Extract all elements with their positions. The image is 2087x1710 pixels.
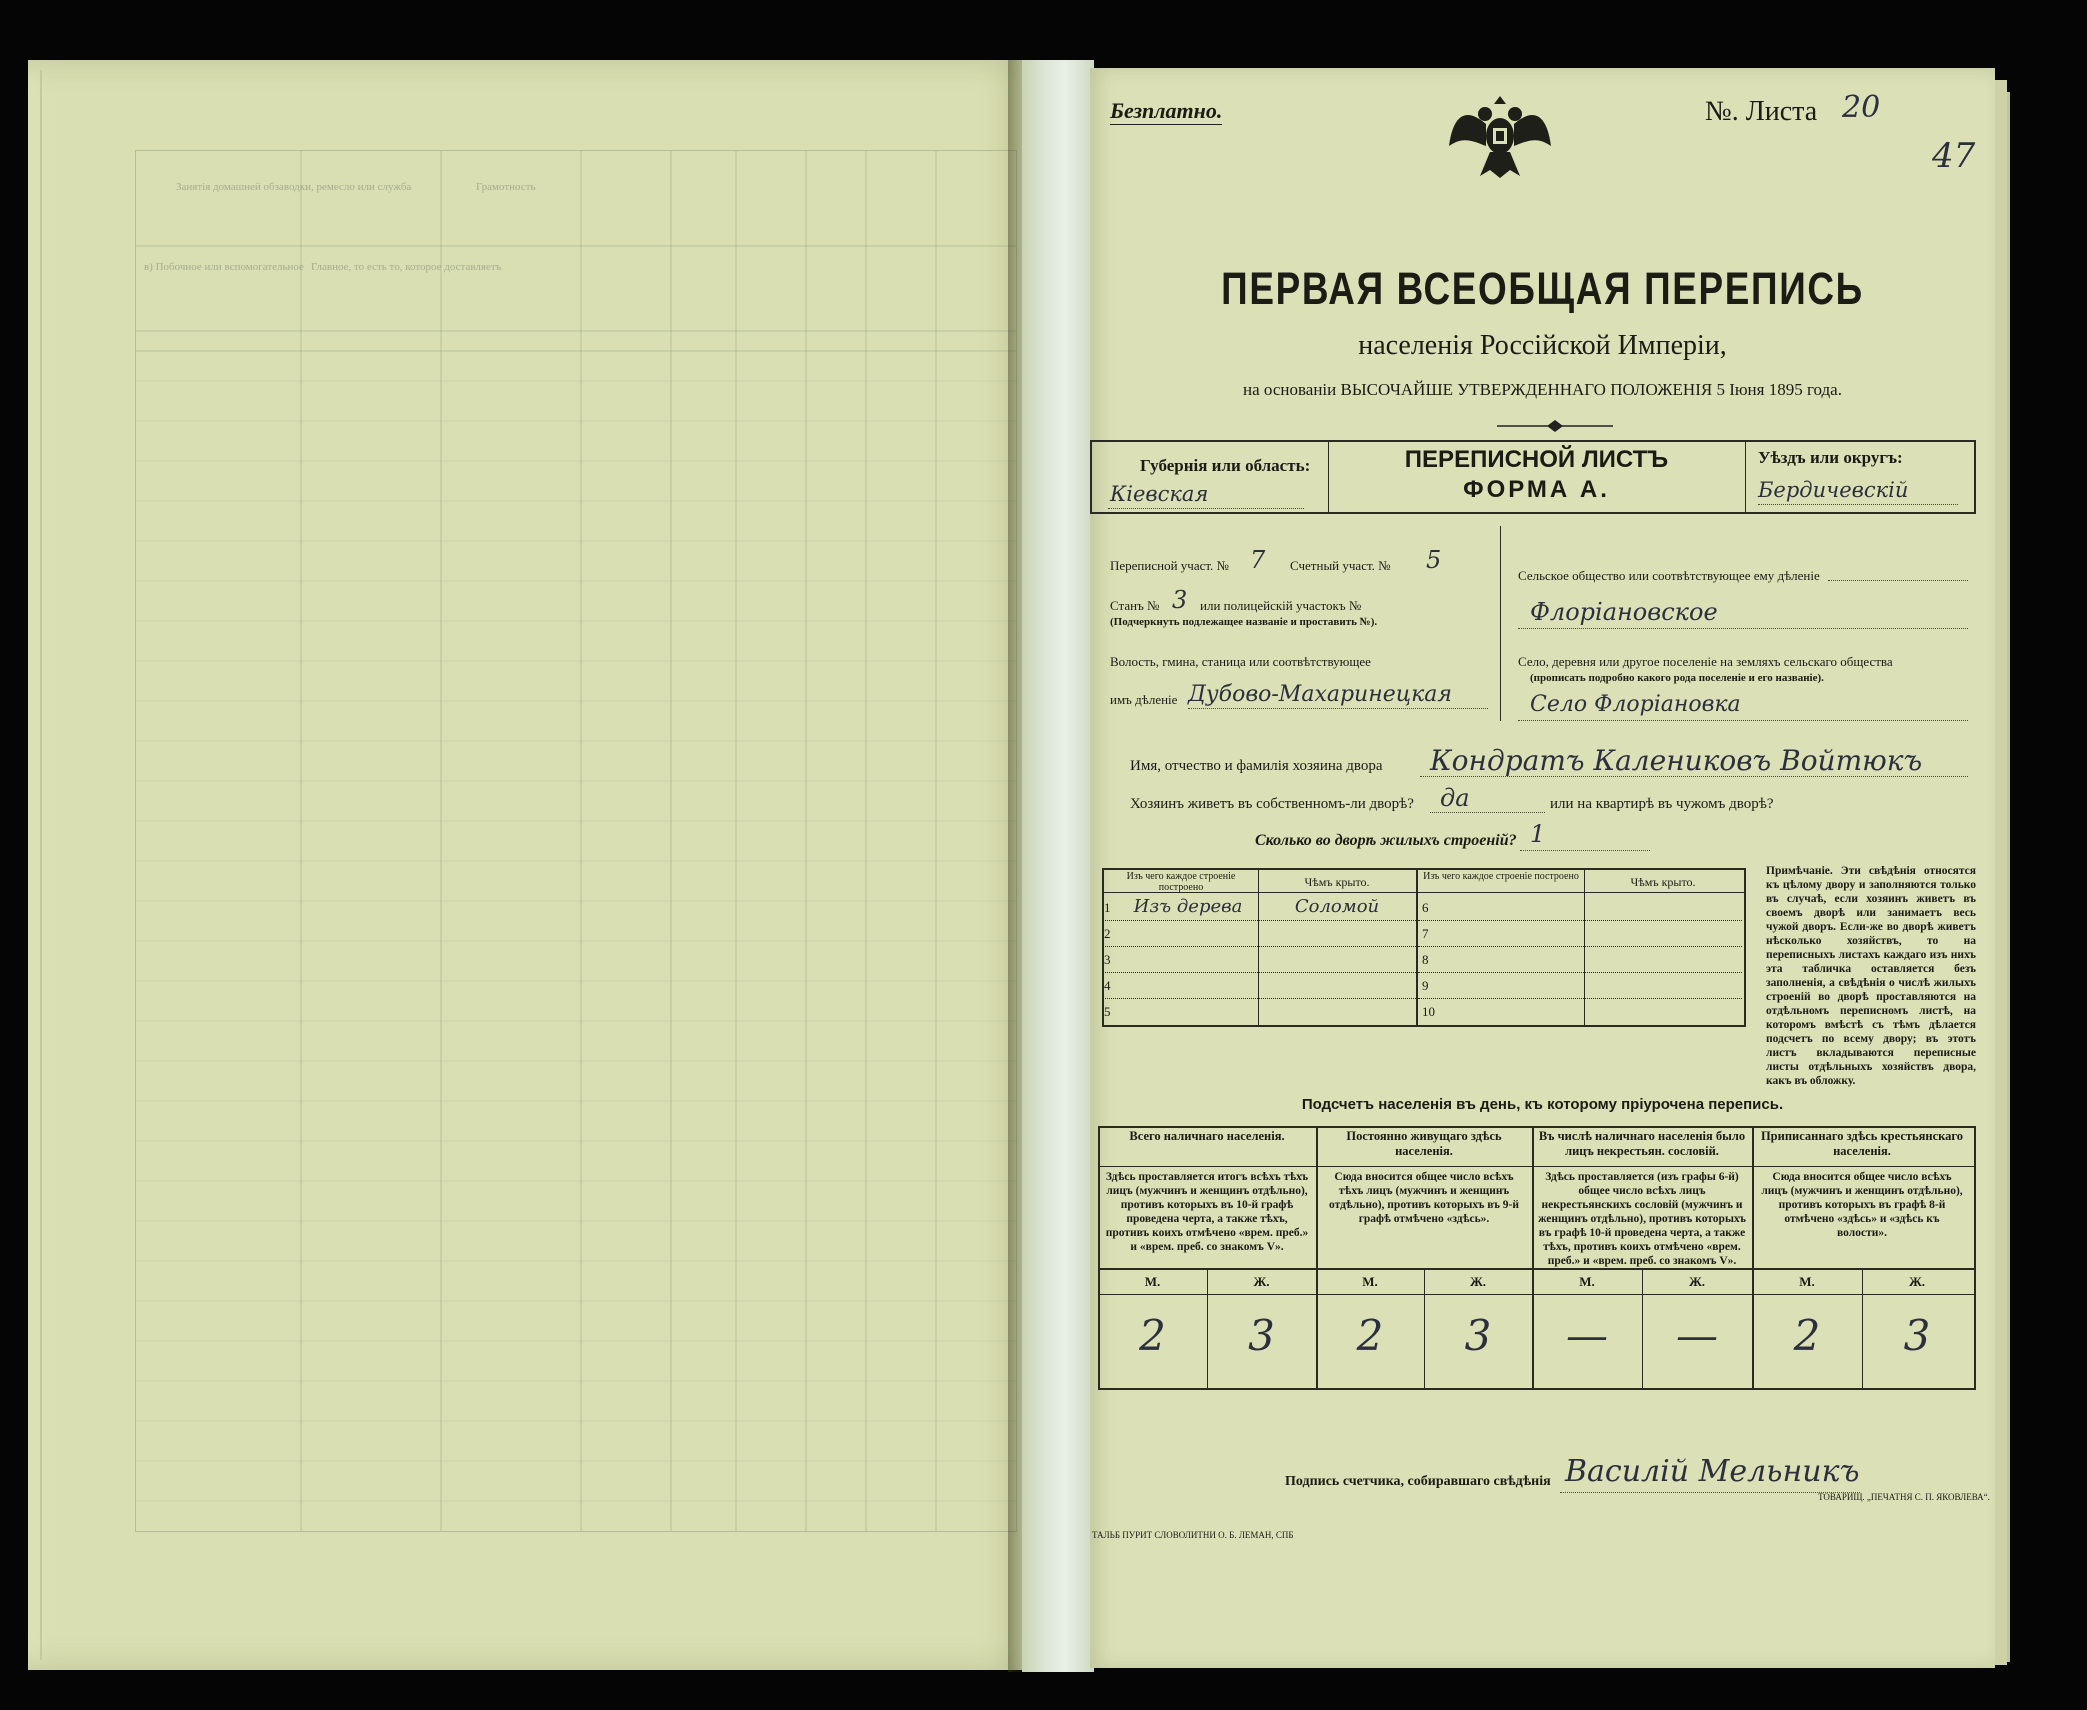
population-col-head: Приписаннаго здѣсь крестьянскаго населенія. (1760, 1129, 1964, 1158)
volost-label: Волость, гмина, станица или соотвѣтствующее (1110, 654, 1371, 669)
buildings-row-number: 1 (1104, 900, 1111, 915)
buildings-count-value[interactable]: 1 (1530, 820, 1546, 848)
population-female-value[interactable]: 3 (1248, 1311, 1275, 1360)
owns-yard-value[interactable]: да (1440, 784, 1470, 812)
footer-printer-right: ТОВАРИЩ. „ПЕЧАТНЯ С. П. ЯКОВЛЕВА“. (1818, 1492, 1990, 1502)
footer-printer-left: ТАЛЬБ ПУРИТ СЛОВОЛИТНИ О. Б. ЛЕМАН, СПБ (1092, 1530, 1294, 1540)
population-male-value[interactable]: 2 (1356, 1311, 1384, 1360)
count-area-value[interactable]: 5 (1426, 546, 1442, 574)
ghost-column-header: Главное, то есть то, которое доставляетъ (311, 261, 502, 273)
owner-label: Имя, отчество и фамилія хозяина двора (1130, 758, 1383, 774)
population-male-value[interactable]: 2 (1793, 1311, 1821, 1360)
population-male-label: М. (1144, 1274, 1161, 1289)
ghost-column-header: в) Побочное или вспомогательное (144, 261, 304, 273)
buildings-row-number: 6 (1422, 900, 1429, 915)
sheet-number-value: 20 (1842, 90, 1881, 125)
population-female-label: Ж. (1908, 1274, 1926, 1289)
population-female-value[interactable]: — (1676, 1311, 1718, 1360)
buildings-col-material-2: Изъ чего каждое строеніе построено (1423, 871, 1579, 882)
population-col-head: Въ числѣ наличнаго населенія было лицъ некрестьян. сословій. (1538, 1129, 1746, 1158)
document-title: ПЕРВАЯ ВСЕОБЩАЯ ПЕРЕПИСЬ (1221, 263, 1864, 314)
buildings-row-number: 5 (1104, 1004, 1111, 1019)
population-col-head: Постоянно живущаго здѣсь населенія. (1346, 1129, 1502, 1158)
ghost-column-header: Грамотность (476, 181, 536, 193)
census-area-value[interactable]: 7 (1250, 546, 1266, 574)
village-label: Село, деревня или другое поселеніе на земляхъ сельскаго общества (1518, 654, 1893, 669)
buildings-row-number: 10 (1422, 1004, 1435, 1019)
population-female-label: Ж. (1253, 1274, 1270, 1289)
buildings-row-number: 2 (1104, 926, 1111, 941)
archive-page-number: 47 (1932, 136, 1976, 176)
population-male-label: М. (1799, 1274, 1815, 1289)
village-value[interactable]: Село Флоріановка (1530, 692, 1741, 717)
village-note: (прописать подробно какого рода поселеніе и его названіе). (1530, 672, 1824, 684)
population-male-label: М. (1362, 1274, 1378, 1289)
district-label: Уѣздъ или округъ: (1758, 448, 1903, 467)
note-text: Примѣчаніе. Эти свѣдѣнія относятся къ цѣлому двору и заполняются только въ случаѣ, если хозяинъ живетъ въ своемъ дворѣ или занимаетъ весь чужой дворъ. Если-же во дворѣ живетъ нѣсколько хозяйствъ, то на переписныхъ листахъ каждаго изъ нихъ эта табличка оставляется безъ заполненія, а свѣдѣнія о числѣ жилыхъ строеній во дворѣ проставляются на отдѣльномъ переписномъ листѣ, на которомъ вмѣстѣ съ тѣмъ дѣлается подсчетъ по всему двору; въ этотъ листъ вкладываются переписные листы отдѣльныхъ хозяйствъ двора, какъ въ обложку. (1766, 865, 1976, 1087)
ornament-divider-icon (1495, 418, 1615, 434)
province-value[interactable]: Кіевская (1110, 482, 1209, 506)
buildings-col-roof-2: Чѣмъ крыто. (1630, 875, 1696, 889)
count-area-label: Счетный участ. № (1290, 558, 1391, 573)
population-col-desc: Здѣсь проставляется (изъ графы 6-й) общее число всѣхъ лицъ некрестьянскихъ сословій (мужчинъ и женщинъ отдѣльно), противъ которыхъ въ графѣ 10-й проведена черта, а также тѣхъ, противъ коихъ отмѣчено «врем. преб.» и «врем. преб. со знакомъ V». (1538, 1171, 1746, 1267)
police-label: или полицейскій участокъ № (1200, 598, 1362, 613)
buildings-row-number: 8 (1422, 952, 1429, 967)
sheet-number-label: №. Листа (1705, 96, 1818, 127)
population-female-value[interactable]: 3 (1903, 1311, 1931, 1360)
population-col-desc: Сюда вносится общее число всѣхъ тѣхъ лицъ (мужчинъ и женщинъ отдѣльно), противъ которыхъ въ 9-й графѣ отмѣчено «здѣсь». (1329, 1171, 1519, 1225)
buildings-row-material[interactable]: Изъ дерева (1133, 896, 1243, 917)
population-female-label: Ж. (1688, 1274, 1706, 1289)
population-title: Подсчетъ населенія въ день, къ которому пріурочена перепись. (1301, 1096, 1784, 1113)
population-male-value[interactable]: — (1566, 1311, 1608, 1360)
population-male-label: М. (1579, 1274, 1595, 1289)
buildings-col-roof: Чѣмъ крыто. (1304, 875, 1370, 889)
signature-value[interactable]: Василій Мельникъ (1565, 1454, 1860, 1489)
district-value[interactable]: Бердичевскій (1758, 478, 1909, 502)
buildings-row-number: 4 (1104, 978, 1111, 993)
underline-note: (Подчеркнуть подлежащее названіе и проставить №). (1110, 616, 1378, 628)
legal-basis: на основаніи ВЫСОЧАЙШЕ УТВЕРЖДЕННАГО ПОЛОЖЕНІЯ 5 Іюня 1895 года. (1243, 380, 1842, 399)
document-subtitle: населенія Россійской Имперіи, (1358, 330, 1727, 361)
free-label: Безплатно. (1110, 98, 1223, 123)
population-male-value[interactable]: 2 (1139, 1311, 1166, 1360)
society-label: Сельское общество или соотвѣтствующее ему дѣленіе (1518, 568, 1820, 583)
census-form-page (1090, 68, 1995, 1668)
owner-value[interactable]: Кондратъ Калениковъ Войтюкъ (1430, 744, 1923, 777)
population-col-desc: Здѣсь проставляется итогъ всѣхъ тѣхъ лицъ (мужчинъ и женщинъ отдѣльно), противъ которыхъ въ 10-й графѣ проведена черта, а также тѣхъ, противъ коихъ отмѣчено «врем. преб.» и «врем. преб. со знакомъ V». (1105, 1171, 1309, 1253)
stan-value[interactable]: 3 (1172, 586, 1188, 614)
buildings-count-label: Сколько во дворѣ жилыхъ строеній? (1255, 832, 1517, 849)
buildings-row-roof[interactable]: Соломой (1294, 896, 1380, 917)
form-subtitle: ФОРМА А. (1463, 476, 1610, 503)
volost-value[interactable]: Дубово-Махаринецкая (1188, 682, 1452, 707)
buildings-row-number: 7 (1422, 926, 1429, 941)
buildings-col-material: Изъ чего каждое строеніе построено (1126, 871, 1236, 893)
population-col-desc: Сюда вносится общее число всѣхъ лицъ (мужчинъ и женщинъ отдѣльно), противъ которыхъ въ графѣ 8-й отмѣчено «здѣсь» и «здѣсь къ волости». (1761, 1171, 1963, 1239)
binding-strip (1022, 60, 1094, 1672)
double-headed-eagle-icon (1445, 86, 1555, 186)
census-area-label: Переписной участ. № (1110, 558, 1229, 573)
population-female-value[interactable]: 3 (1464, 1311, 1492, 1360)
buildings-row-number: 9 (1422, 978, 1429, 993)
province-label: Губернія или область: (1140, 456, 1311, 475)
volost-label-2: имъ дѣленіе (1110, 692, 1178, 707)
population-col-head: Всего наличнаго населенія. (1129, 1129, 1285, 1143)
stan-label: Станъ № (1110, 598, 1160, 613)
population-female-label: Ж. (1469, 1274, 1487, 1289)
buildings-row-number: 3 (1104, 952, 1111, 967)
society-value[interactable]: Флоріановское (1530, 598, 1718, 626)
apartment-label: или на квартирѣ въ чужомъ дворѣ? (1550, 796, 1774, 812)
form-title: ПЕРЕПИСНОЙ ЛИСТЪ (1404, 446, 1669, 473)
left-page-faint-grid (135, 150, 1017, 1532)
ghost-column-header: Занятія домашней обзаводки, ремесло или служба (176, 181, 412, 193)
owns-yard-label: Хозяинъ живетъ въ собственномъ-ли дворѣ? (1130, 796, 1414, 812)
signature-label: Подпись счетчика, собиравшаго свѣдѣнія (1285, 1474, 1551, 1489)
